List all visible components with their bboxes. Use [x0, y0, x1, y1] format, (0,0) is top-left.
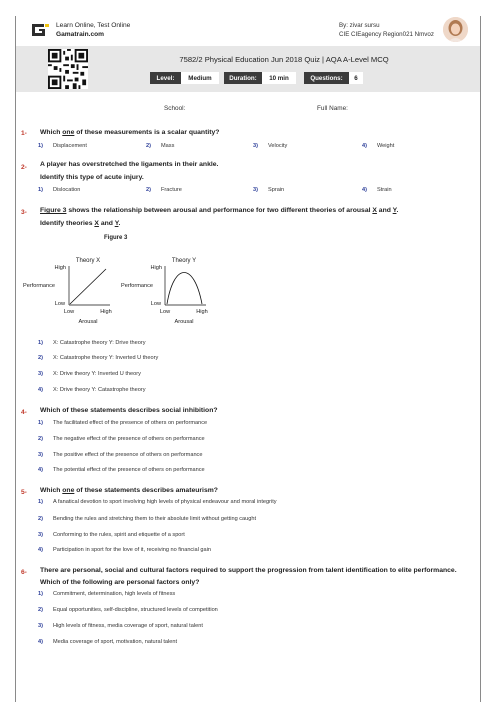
option[interactable]: The potential effect of the presence of others on performance: [53, 467, 205, 473]
theory-y-high-label: High: [150, 265, 162, 271]
question-text-line2: Identify this type of acute injury.: [40, 174, 144, 181]
option-number: 2): [38, 355, 43, 361]
question-text-part: shows the relationship between arousal and performance for two different theories of arousal: [66, 207, 373, 214]
theory-x-high-x-label: High: [100, 309, 112, 315]
question-text-underlined: X: [94, 220, 99, 227]
question-number: 5-: [21, 489, 27, 496]
option-number: 4): [362, 143, 367, 149]
option-number: 3): [253, 143, 258, 149]
option[interactable]: Commitment, determination, high levels of fitness: [53, 591, 176, 597]
option-number: 1): [38, 591, 43, 597]
option-number: 2): [38, 436, 43, 442]
option[interactable]: Mass: [161, 143, 175, 149]
option[interactable]: Fracture: [161, 187, 182, 193]
option[interactable]: Bending the rules and stretching them to their absolute limit without getting caught: [53, 516, 257, 522]
avatar-portrait-icon: [443, 17, 468, 42]
option-number: 4): [38, 467, 43, 473]
option[interactable]: The negative effect of the presence of others on performance: [53, 436, 205, 442]
question-text: [40, 207, 398, 214]
option[interactable]: The positive effect of the presence of others on performance: [53, 452, 203, 458]
option[interactable]: A fanatical devotion to sport involving high levels of physical endeavour and moral integrity: [53, 499, 277, 505]
option[interactable]: Participation in sport for the love of it, receiving no financial gain: [53, 547, 211, 553]
duration-value: 10 min: [262, 72, 296, 84]
option-number: 3): [38, 623, 43, 629]
brand: [56, 21, 130, 39]
school-field[interactable]: School:: [164, 105, 186, 112]
figure-arousal-theories: [22, 252, 222, 327]
level-label: Level:: [150, 72, 181, 84]
theory-y-curve: [167, 273, 202, 305]
option-number: 4): [362, 187, 367, 193]
question-text-underlined: one: [62, 487, 75, 494]
author-info: [339, 21, 434, 39]
brand-site[interactable]: Gamatrain.com: [56, 31, 105, 38]
option[interactable]: Equal opportunities, self-discipline, structured levels of competition: [53, 607, 218, 613]
author-name: By: zivar sursu: [339, 22, 380, 29]
option[interactable]: Displacement: [53, 143, 87, 149]
question-text: Which of these statements describes social inhibition?: [40, 407, 218, 414]
theory-x-low-y-label: Low: [54, 301, 65, 307]
option-number: 3): [38, 532, 43, 538]
avatar: [443, 17, 468, 42]
theory-x-curve: [70, 269, 106, 304]
option-number: 2): [38, 607, 43, 613]
question-text: [40, 487, 218, 494]
author-affiliation: CIE CIEagency Region021 Nmvoz: [339, 31, 434, 38]
gamatrain-logo-icon: [30, 22, 50, 38]
question-text-underlined: Y: [114, 220, 119, 227]
theory-y-title: Theory Y: [171, 258, 197, 264]
level-tag: [150, 72, 219, 84]
question-number: 2-: [21, 164, 27, 171]
option[interactable]: X: Catastrophe theory Y: Drive theory: [53, 340, 146, 346]
option[interactable]: X: Catastrophe theory Y: Inverted U theory: [53, 355, 159, 361]
questions-label: Questions:: [304, 72, 349, 84]
option-number: 2): [146, 187, 151, 193]
theory-y-low-y-label: Low: [150, 301, 161, 307]
question-text-part: Which: [40, 129, 63, 136]
questions-value: 6: [349, 72, 363, 84]
question-number: 4-: [21, 409, 27, 416]
theory-y-performance-label: Performance: [121, 283, 154, 289]
question-text-line2: Which of the following are personal factors only?: [40, 579, 200, 586]
theory-y-low-x-label: Low: [159, 309, 171, 315]
option-number: 1): [38, 499, 43, 505]
option[interactable]: Media coverage of sport, motivation, natural talent: [53, 639, 178, 645]
option[interactable]: X: Drive theory Y: Inverted U theory: [53, 371, 141, 377]
brand-tagline: Learn Online, Test Online: [56, 22, 131, 29]
option-number: 1): [38, 143, 43, 149]
theory-x-performance-label: Performance: [23, 283, 56, 289]
question-text-line2: [40, 220, 120, 227]
theory-x-title: Theory X: [75, 258, 101, 264]
question-number: 1-: [21, 130, 27, 137]
option[interactable]: Dislocation: [53, 187, 81, 193]
option[interactable]: X: Drive theory Y: Catastrophe theory: [53, 387, 146, 393]
option-number: 1): [38, 340, 43, 346]
option[interactable]: Conforming to the rules, spirit and etiquette of a sport: [53, 532, 185, 538]
question-text-part: Identify theories: [40, 220, 95, 227]
option-number: 1): [38, 187, 43, 193]
option-number: 4): [38, 639, 43, 645]
theory-x-high-label: High: [54, 265, 66, 271]
question-text-part: of these statements describes amateurism?: [74, 487, 218, 494]
option-number: 4): [38, 387, 43, 393]
option[interactable]: Sprain: [268, 187, 285, 193]
question-text-part: of these measurements is a scalar quantity?: [74, 129, 220, 136]
question-text: [40, 129, 219, 136]
question-text-part: .: [118, 220, 121, 227]
question-text: There are personal, social and cultural factors required to support the progression from talent identification to elite performance.: [40, 567, 457, 574]
option-number: 3): [38, 371, 43, 377]
option-number: 4): [38, 547, 43, 553]
duration-tag: [224, 72, 296, 84]
option[interactable]: Weight: [377, 143, 395, 149]
theory-y-arousal-label: Arousal: [174, 319, 194, 325]
option[interactable]: Velocity: [268, 143, 288, 149]
option-number: 1): [38, 420, 43, 426]
question-text-underlined: X: [372, 207, 377, 214]
option[interactable]: Strain: [377, 187, 392, 193]
qr-code-icon: [48, 49, 88, 89]
level-value: Medium: [181, 72, 219, 84]
question-text-part: Which: [40, 487, 63, 494]
option-number: 2): [38, 516, 43, 522]
option-number: 2): [146, 143, 151, 149]
theory-x-low-x-label: Low: [63, 309, 75, 315]
question-number: 6-: [21, 569, 27, 576]
theory-x-arousal-label: Arousal: [78, 319, 98, 325]
question-number: 3-: [21, 209, 27, 216]
option[interactable]: High levels of fitness, media coverage of sport, natural talent: [53, 623, 203, 629]
question-text-part: .: [396, 207, 399, 214]
question-text-part: and: [376, 207, 393, 214]
option[interactable]: The facilitated effect of the presence of others on performance: [53, 420, 208, 426]
option-number: 3): [253, 187, 258, 193]
quiz-title: 7582/2 Physical Education Jun 2018 Quiz | AQA A-Level MCQ: [179, 55, 389, 64]
question-text: A player has overstretched the ligaments in their ankle.: [40, 161, 219, 168]
question-text-part: and: [98, 220, 115, 227]
question-text-underlined: one: [62, 129, 75, 136]
figure-caption: Figure 3: [104, 235, 128, 241]
question-text-underlined: Y: [392, 207, 397, 214]
theory-y-high-x-label: High: [196, 309, 208, 315]
option-number: 3): [38, 452, 43, 458]
question-text-underlined: Figure 3: [40, 207, 67, 214]
duration-label: Duration:: [224, 72, 262, 84]
fullname-field[interactable]: Full Name:: [317, 105, 348, 112]
questions-tag: [304, 72, 363, 84]
